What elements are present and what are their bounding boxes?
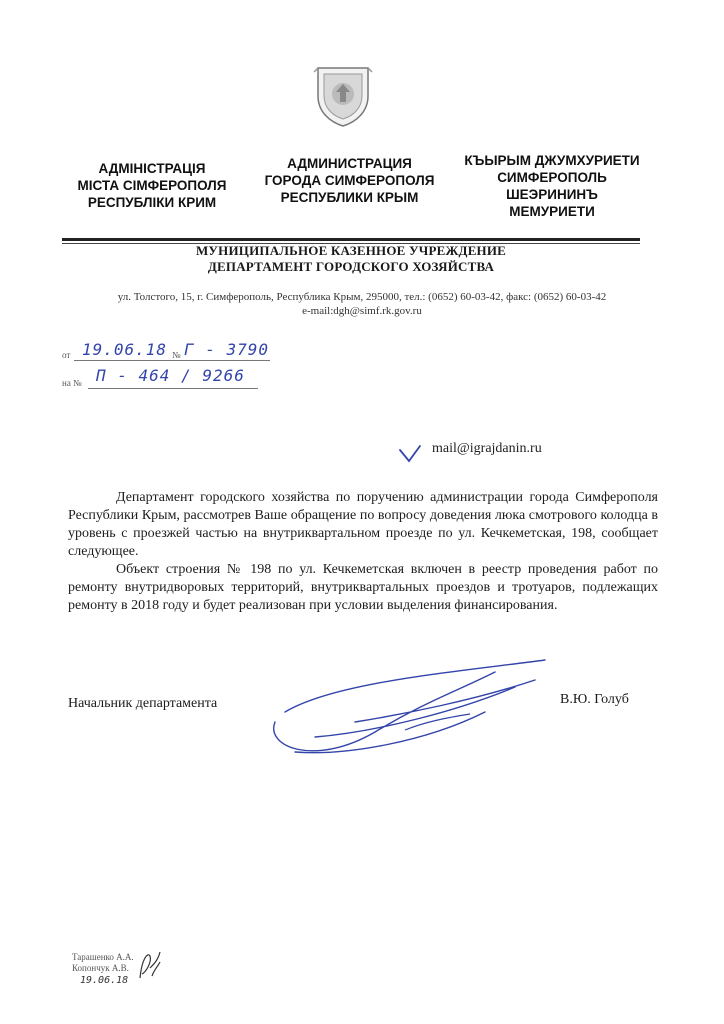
signatory-title: Начальник департамента [68,696,218,711]
registration-line [74,360,270,361]
header-crh-line: КЪЫРЫМ ДЖУМХУРИЕТИ [464,153,640,168]
reference-line [88,388,258,389]
header-crh-line: ШЕЭРИНИНЪ [506,187,598,202]
handwritten-signature [255,652,555,772]
header-divider-thick [62,238,640,241]
header-ukrainian [62,160,242,211]
header-crh-line: СИМФЕРОПОЛЬ [497,170,607,185]
organization-line: МУНИЦИПАЛЬНОЕ КАЗЕННОЕ УЧРЕЖДЕНИЕ [195,243,507,258]
header-ukr-line: АДМІНІСТРАЦІЯ [98,161,206,176]
header-rus-line: РЕСПУБЛИКИ КРЫМ [280,190,419,205]
address-block [52,290,672,318]
header-ukr-line: РЕСПУБЛІКИ КРИМ [87,195,217,210]
reference-label: на № [62,378,82,388]
body-paragraph: Объект строения № 198 по ул. Кечкеметская включен в реестр проведения работ по ремонту внутридворовых территорий, внутриквартальных проездов и тротуаров, подлежащих ремонту в 2018 году и будет реализован при условии выделения финансирования. [68,562,658,613]
organization-line: ДЕПАРТАМЕНТ ГОРОДСКОГО ХОЗЯЙСТВА [207,259,495,274]
coat-of-arms-emblem [312,62,374,128]
organization-name [62,243,640,275]
header-ukr-line: МІСТА СІМФЕРОПОЛЯ [77,178,227,193]
recipient-email: mail@igrajdanin.ru [432,441,542,456]
executor-date: 19.06.18 [80,975,129,986]
header-rus-line: ГОРОДА СИМФЕРОПОЛЯ [264,173,435,188]
address-email: e-mail:dgh@simf.rk.gov.ru [302,305,422,317]
checkmark-icon [398,444,422,464]
from-label: от [62,350,71,360]
outgoing-date: 19.06.18 [82,340,168,359]
signatory-name: В.Ю. Голуб [560,692,629,707]
address-line: ул. Толстого, 15, г. Симферополь, Республика Крым, 295000, тел.: (0652) 60-03-42, факс: (0652) 60-03-42 [117,291,607,303]
header-crh-line: МЕМУРИЕТИ [509,204,595,219]
outgoing-number: Г - 3790 [184,340,270,359]
header-russian [252,155,447,206]
header-crimean-tatar [456,152,648,220]
reference-number: П - 464 / 9266 [96,366,245,385]
header-rus-line: АДМИНИСТРАЦИЯ [287,156,412,171]
body-paragraph: Департамент городского хозяйства по поручению администрации города Симферополя Республики Крым, рассмотрев Ваше обращение по вопросу доведения люка смотрового колодца в уровень с проезжей частью на внутриквартальном проезде по ул. Кечкеметская, 198, сообщает следующее. [68,490,658,559]
number-label: № [172,350,181,360]
letter-body [68,489,658,615]
executor-signature [136,948,162,982]
executor-name: Копончук А.В. [72,963,129,973]
executor-name: Тарашенко А.А. [72,952,134,962]
